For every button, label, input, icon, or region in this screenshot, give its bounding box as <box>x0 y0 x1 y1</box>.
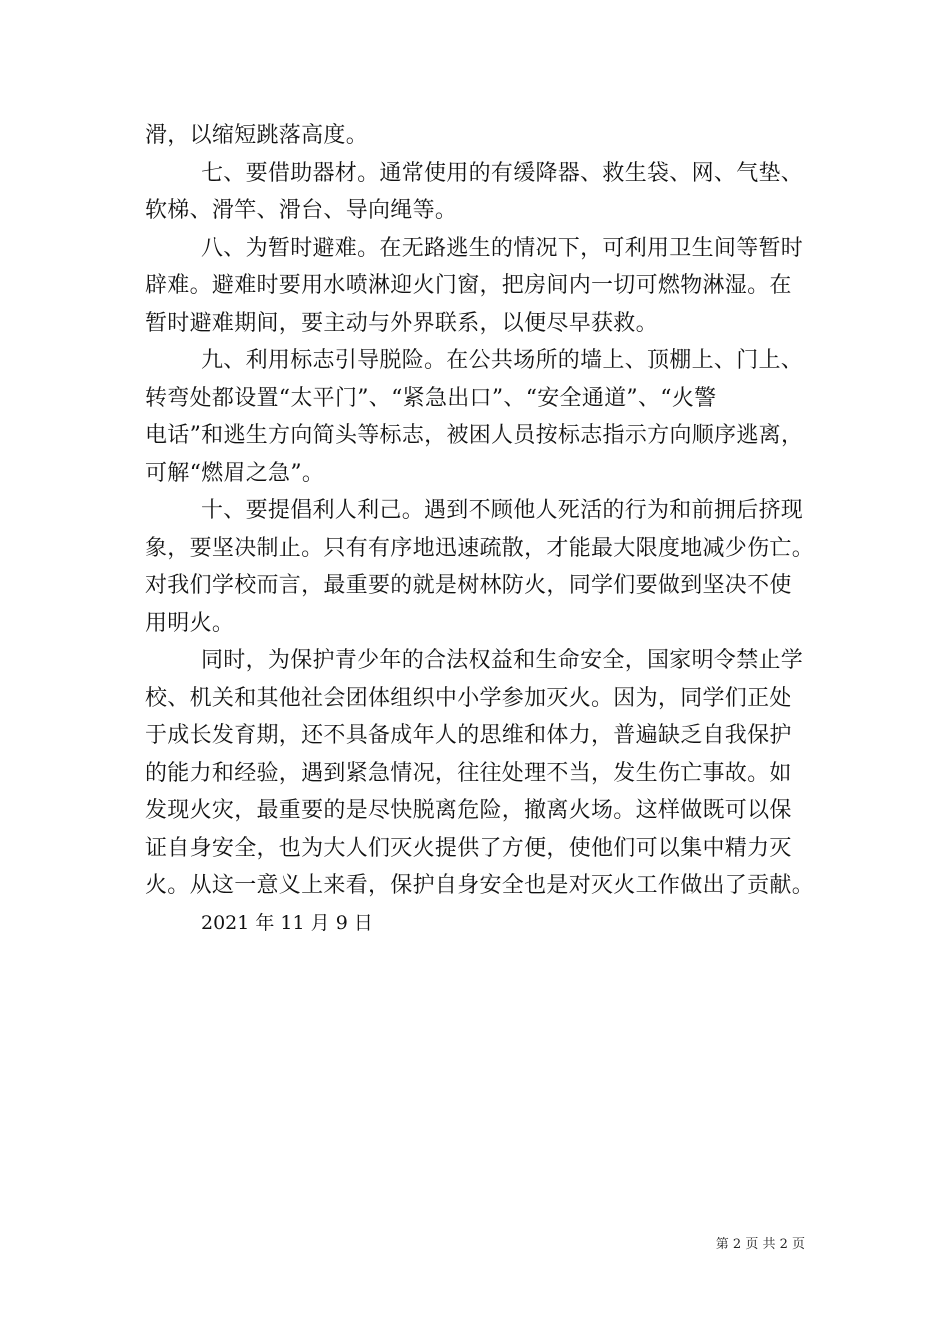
page-number-footer: 第 2 页 共 2 页 <box>715 1237 805 1252</box>
paragraph-line: 对我们学校而言，最重要的就是树林防火，同学们要做到坚决不使 <box>145 573 792 598</box>
paragraph-line: 象，要坚决制止。只有有序地迅速疏散，才能最大限度地减少伤亡。 <box>145 535 815 561</box>
paragraph-line: 用明火。 <box>145 610 235 636</box>
paragraph-line: 十、要提倡利人利己。遇到不顾他人死活的行为和前拥后挤现 <box>201 498 804 523</box>
paragraph-line: 滑，以缩短跳落高度。 <box>145 123 369 148</box>
paragraph-line: 八、为暂时避难。在无路逃生的情况下，可利用卫生间等暂时 <box>201 235 804 261</box>
document-body <box>145 117 835 942</box>
paragraph-line: 软梯、滑竿、滑台、导向绳等。 <box>145 198 458 223</box>
paragraph-line: 转弯处都设置“太平门”、“紧急出口”、“安全通道”、“火警 <box>145 385 717 411</box>
paragraph-line: 暂时避难期间，要主动与外界联系，以便尽早获救。 <box>145 310 658 336</box>
paragraph-line: 发现火灾，最重要的是尽快脱离危险，撤离火场。这样做既可以保 <box>145 798 792 823</box>
document-date: 2021 年 11 月 9 日 <box>201 911 373 934</box>
paragraph-line: 七、要借助器材。通常使用的有缓降器、救生袋、网、气垫、 <box>201 160 804 186</box>
paragraph-line: 九、利用标志引导脱险。在公共场所的墙上、顶棚上、门上、 <box>201 348 804 373</box>
paragraph-line: 辟难。避难时要用水喷淋迎火门窗，把房间内一切可燃物淋湿。在 <box>145 273 792 298</box>
paragraph-line: 电话”和逃生方向简头等标志，被困人员按标志指示方向顺序逃离， <box>145 423 804 448</box>
paragraph-line: 的能力和经验，遇到紧急情况，往往处理不当，发生伤亡事故。如 <box>145 760 792 786</box>
paragraph-line: 火。从这一意义上来看，保护自身安全也是对灭火工作做出了贡献。 <box>145 873 815 898</box>
paragraph-line: 于成长发育期，还不具备成年人的思维和体力，普遍缺乏自我保护 <box>145 723 792 748</box>
paragraph-line: 同时，为保护青少年的合法权益和生命安全，国家明令禁止学 <box>201 648 804 673</box>
paragraph-line: 可解“燃眉之急”。 <box>145 460 325 486</box>
paragraph-line: 证自身安全，也为大人们灭火提供了方便，使他们可以集中精力灭 <box>145 835 792 861</box>
paragraph-line: 校、机关和其他社会团体组织中小学参加灭火。因为，同学们正处 <box>145 685 792 711</box>
